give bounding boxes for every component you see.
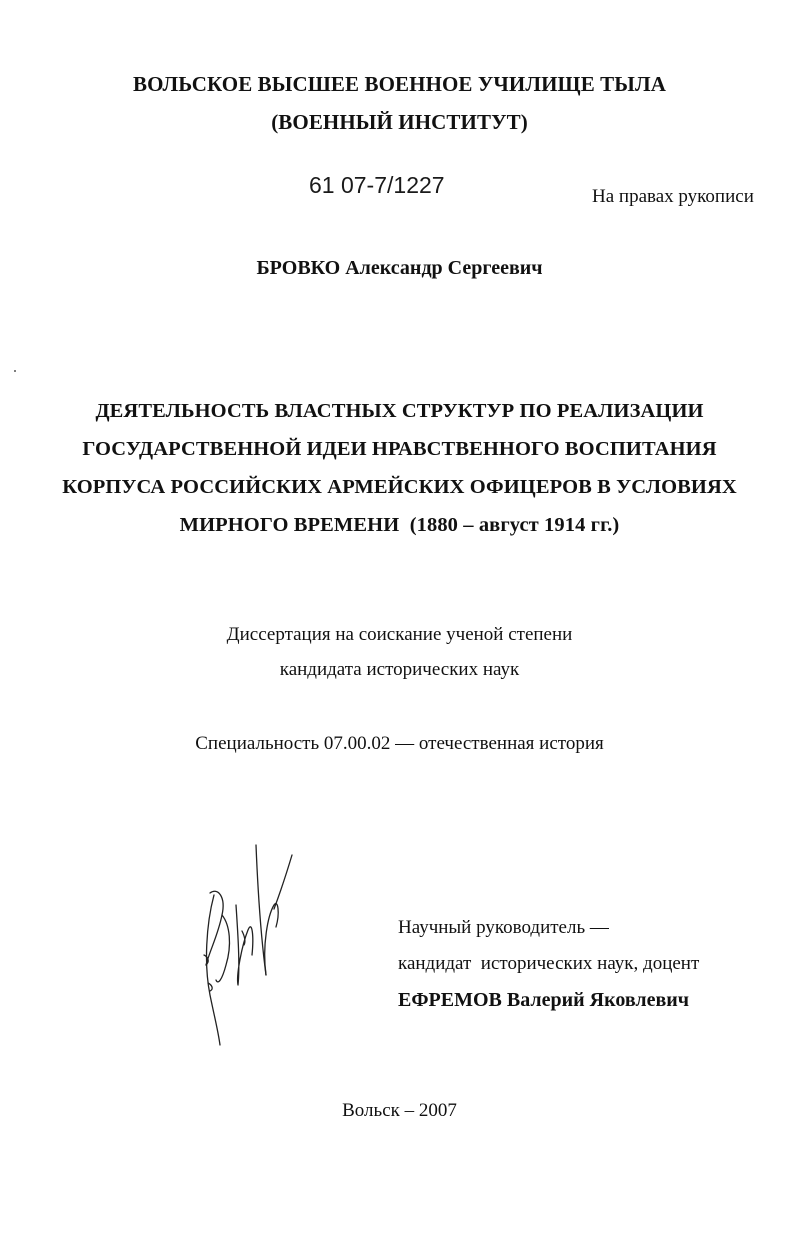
thesis-title-period: (1880 – август 1914 гг.)	[409, 514, 620, 536]
thesis-title-main: МИРНОГО ВРЕМЕНИ	[179, 514, 400, 536]
institution-name-line1: ВОЛЬСКОЕ ВЫСШЕЕ ВОЕННОЕ УЧИЛИЩЕ ТЫЛА	[133, 72, 666, 96]
thesis-title-last-line	[0, 514, 799, 537]
scan-speck	[14, 370, 16, 372]
supervisor-name: ЕФРЕМОВ Валерий Яковлевич	[398, 989, 690, 1011]
author-name: БРОВКО Александр Сергеевич	[256, 257, 543, 279]
rights-note: На правах рукописи	[592, 186, 754, 207]
handwritten-signature-icon	[196, 835, 306, 1050]
thesis-title-line: ГОСУДАРСТВЕННОЙ ИДЕИ НРАВСТВЕННОГО ВОСПИТАНИЯ	[82, 438, 717, 460]
thesis-title-line: ДЕЯТЕЛЬНОСТЬ ВЛАСТНЫХ СТРУКТУР ПО РЕАЛИЗАЦИИ	[95, 400, 704, 422]
supervisor-degree: кандидат исторических наук, доцент	[398, 953, 700, 974]
specialty: Специальность 07.00.02 — отечественная история	[195, 733, 604, 754]
city-year: Вольск – 2007	[342, 1100, 457, 1121]
institution-name-line2: (ВОЕННЫЙ ИНСТИТУТ)	[271, 110, 528, 134]
degree-line2: кандидата исторических наук	[279, 659, 520, 680]
thesis-title-line: КОРПУСА РОССИЙСКИХ АРМЕЙСКИХ ОФИЦЕРОВ В УСЛОВИЯХ	[62, 476, 737, 498]
degree-line1: Диссертация на соискание ученой степени	[226, 624, 573, 645]
supervisor-role: Научный руководитель —	[398, 917, 609, 938]
registration-stamp-code: 61 07-7/1227	[309, 172, 445, 198]
